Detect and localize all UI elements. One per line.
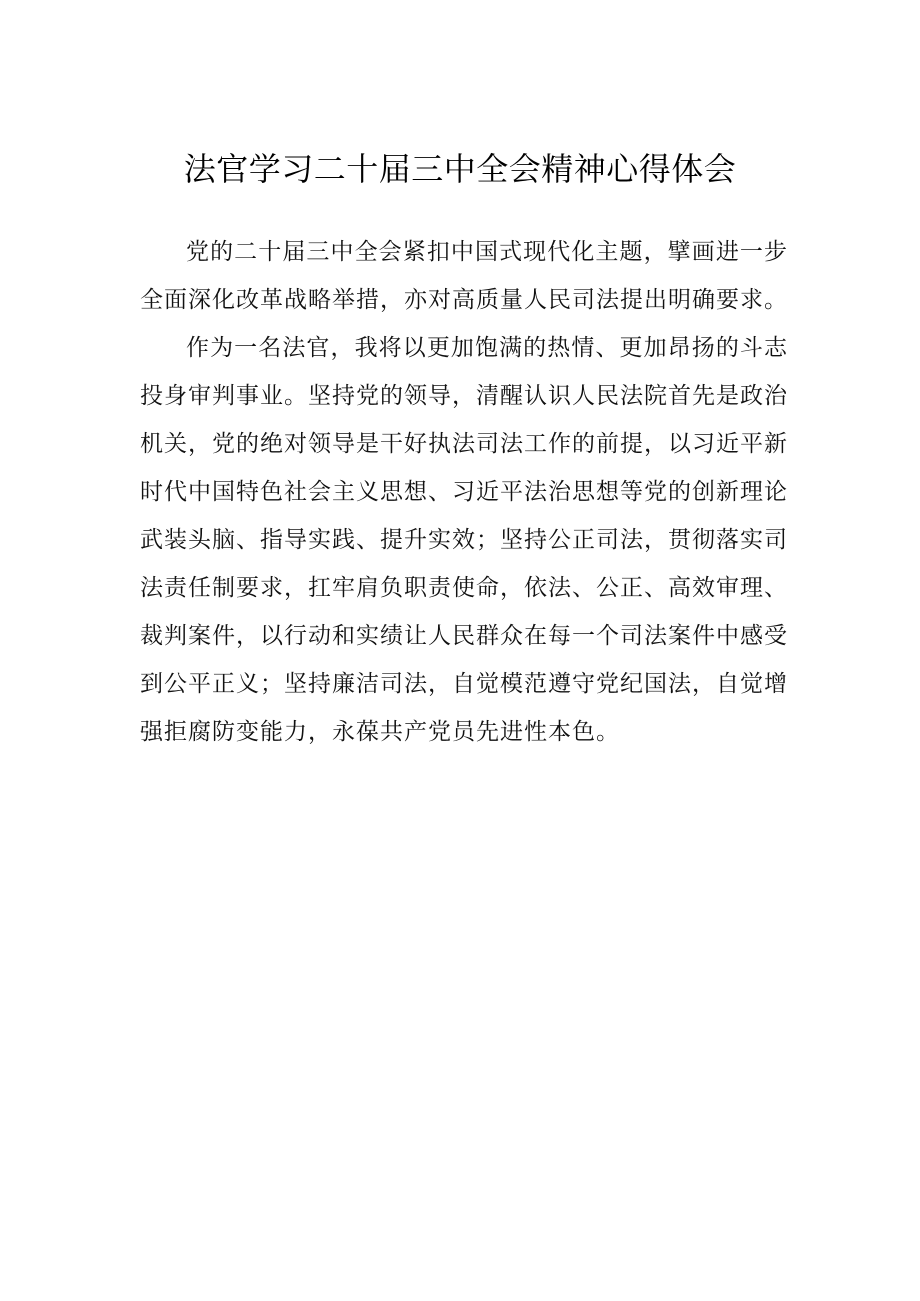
paragraph-intro: 党的二十届三中全会紧扣中国式现代化主题，擘画进一步全面深化改革战略举措，亦对高质量人民司法提出明确要求。 [140, 239, 788, 313]
document-body [140, 228, 788, 756]
paragraph-commitment: 作为一名法官，我将以更加饱满的热情、更加昂扬的斗志投身审判事业。坚持党的领导，清醒认识人民法院首先是政治机关，党的绝对领导是干好执法司法工作的前提，以习近平新时代中国特色社会主义思想、习近平法治思想等党的创新理论武装头脑、指导实践、提升实效；坚持公正司法，贯彻落实司法责任制要求，扛牢肩负职责使命，依法、公正、高效审理、裁判案件，以行动和实绩让人民群众在每一个司法案件中感受到公平正义；坚持廉洁司法，自觉模范遵守党纪国法，自觉增强拒腐防变能力，永葆共产党员先进性本色。 [140, 335, 788, 745]
document-title: 法官学习二十届三中全会精神心得体会 [183, 150, 737, 188]
